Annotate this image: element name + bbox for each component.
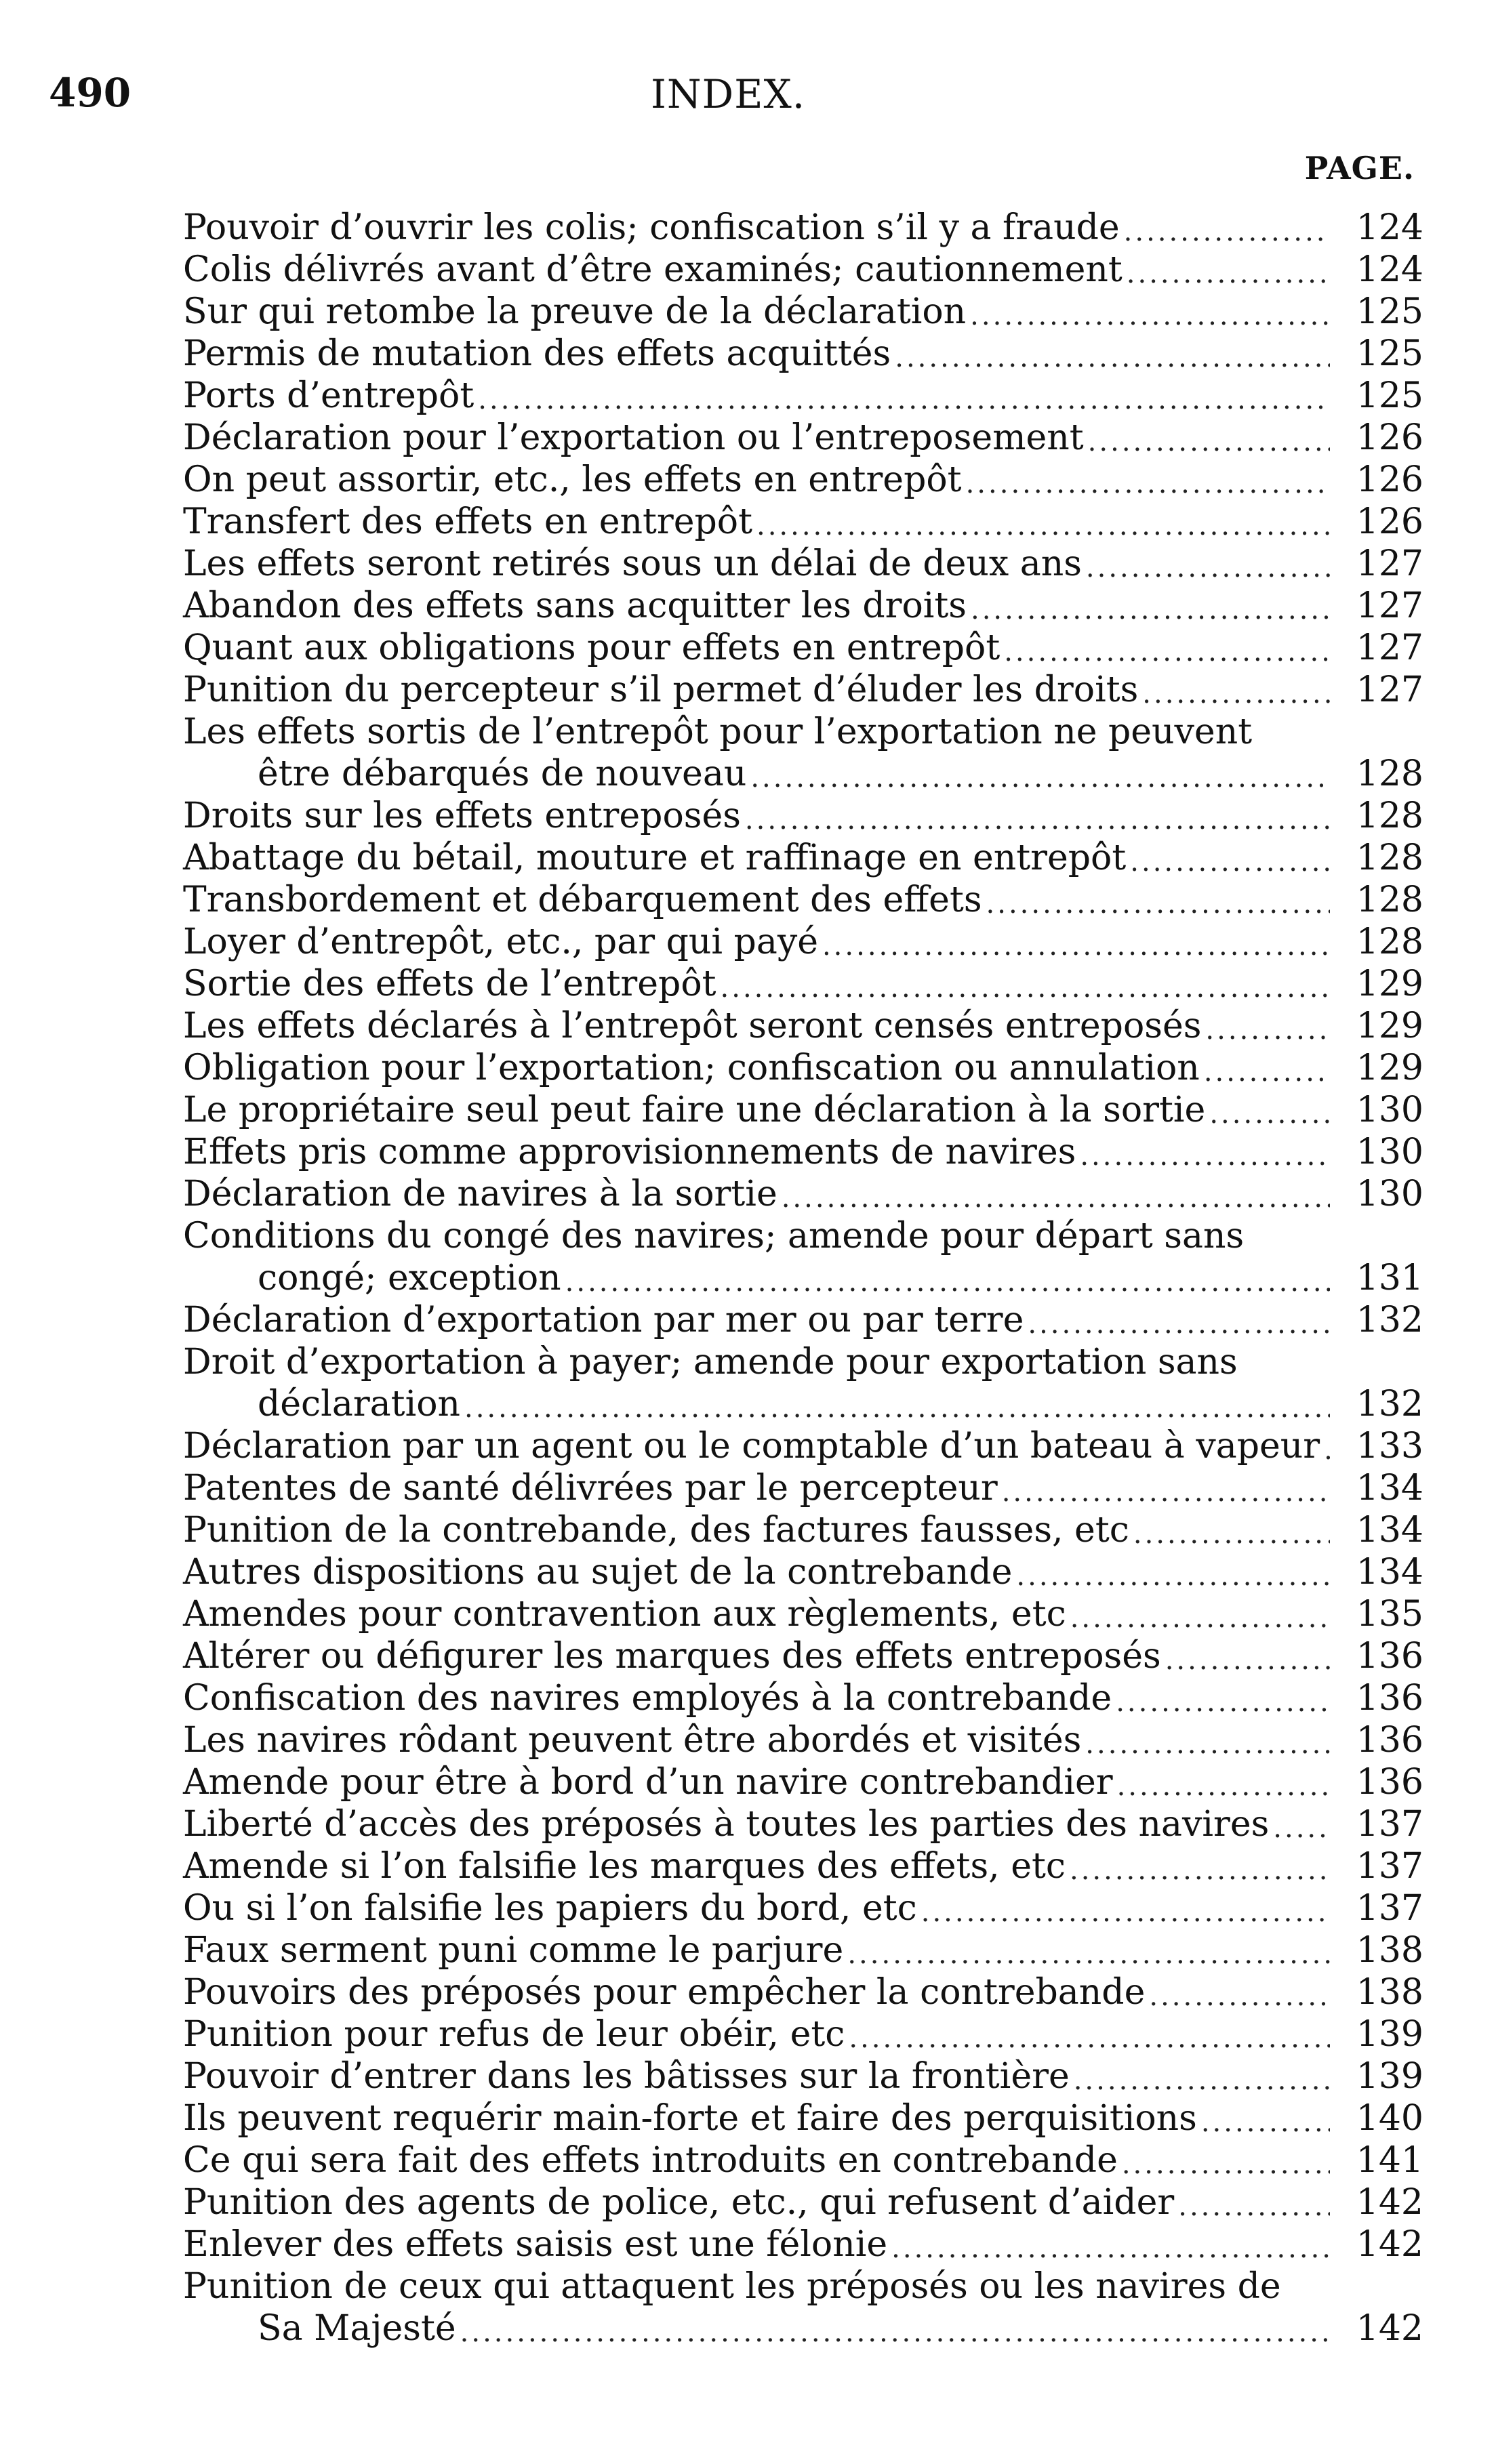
index-entry [183, 963, 1423, 1005]
index-entry [183, 1761, 1423, 1803]
leader-dots [966, 467, 1330, 501]
index-entry-text: Loyer d’entrepôt, etc., par qui payé [183, 922, 818, 962]
leader-dots [1016, 1559, 1330, 1593]
index-entry-page: 137 [1356, 1846, 1423, 1887]
leader-dots [847, 1937, 1330, 1971]
index-entry [183, 2139, 1423, 2181]
index-entry-continuation-line [183, 1383, 1423, 1425]
index-entry [183, 1005, 1423, 1047]
index-entry [183, 1467, 1423, 1509]
index-entry-page: 137 [1356, 1804, 1423, 1845]
index-entry [183, 2265, 1423, 2349]
index-entry-page: 136 [1356, 1678, 1423, 1719]
index-entry-page: 137 [1356, 1888, 1423, 1929]
index-entry [183, 1173, 1423, 1215]
index-entry-continuation: congé; exception [258, 1258, 561, 1298]
index-entry-text: Les navires rôdant peuvent être abordés et visités [183, 1720, 1082, 1761]
index-entry [183, 921, 1423, 963]
leader-dots [721, 971, 1330, 1005]
index-entry-page: 128 [1356, 880, 1423, 920]
index-entry-text: Punition de ceux qui attaquent les préposés ou les navires de [183, 2266, 1281, 2307]
index-entry-page: 132 [1356, 1300, 1423, 1340]
index-entry [183, 249, 1423, 291]
index-entry-page: 136 [1356, 1720, 1423, 1761]
index-entry [183, 627, 1423, 669]
index-entry [183, 1047, 1423, 1089]
index-entry [183, 417, 1423, 459]
leader-dots [782, 1181, 1330, 1215]
leader-dots [1124, 215, 1330, 249]
index-entry-page: 134 [1356, 1552, 1423, 1593]
index-entry-continuation-line [183, 1257, 1423, 1299]
index-entry [183, 501, 1423, 543]
index-entry-continuation-line [183, 753, 1423, 795]
page-column-heading: PAGE. [1304, 150, 1415, 186]
index-entry [183, 1887, 1423, 1929]
index-entry-page: 140 [1356, 2098, 1423, 2139]
index-entry-page: 132 [1356, 1384, 1423, 1424]
index-entry-text: Transfert des effets en entrepôt [183, 501, 752, 542]
index-entry-text: Permis de mutation des effets acquittés [183, 333, 891, 374]
index-entry [183, 207, 1423, 249]
leader-dots [895, 341, 1330, 375]
leader-dots [745, 803, 1330, 837]
leader-dots [460, 2316, 1330, 2349]
leader-dots [1130, 845, 1330, 879]
index-entry [183, 2223, 1423, 2265]
index-entry-page: 142 [1356, 2182, 1423, 2223]
leader-dots [1004, 635, 1330, 669]
index-entry [183, 1089, 1423, 1131]
index-entry-page: 131 [1356, 1258, 1423, 1298]
index-entry [183, 1845, 1423, 1887]
index-entry-text: Pouvoirs des préposés pour empêcher la contrebande [183, 1972, 1146, 2013]
index-entry-text: Autres dispositions au sujet de la contrebande [183, 1552, 1013, 1593]
index-entry [183, 291, 1423, 333]
index-entry-text: Transbordement et débarquement des effets [183, 880, 982, 920]
leader-dots [1201, 2106, 1330, 2139]
index-entry [183, 1971, 1423, 2013]
leader-dots [1142, 677, 1330, 711]
leader-dots [849, 2021, 1330, 2055]
index-entry-page: 136 [1356, 1636, 1423, 1677]
index-entry-page: 126 [1356, 417, 1423, 458]
index-entry-text: Sortie des effets de l’entrepôt [183, 964, 716, 1004]
index-entry-page: 130 [1356, 1174, 1423, 1214]
index-entry-text: On peut assortir, etc., les effets en entrepôt [183, 459, 962, 500]
index-entry-text: Abandon des effets sans acquitter les droits [183, 586, 967, 626]
index-entry-page: 130 [1356, 1132, 1423, 1172]
index-entry-text: Déclaration de navires à la sortie [183, 1174, 777, 1214]
index-entry-page: 127 [1356, 628, 1423, 668]
index-entry-text: Amende si l’on falsifie les marques des effets, etc [183, 1846, 1066, 1887]
index-entry-text: Pouvoir d’ouvrir les colis; confiscation s’il y a fraude [183, 207, 1120, 248]
index-entry-page: 128 [1356, 754, 1423, 794]
index-entry-text: Punition pour refus de leur obéir, etc [183, 2014, 845, 2055]
index-entry-page: 139 [1356, 2014, 1423, 2055]
index-entry-page: 125 [1356, 375, 1423, 416]
index-entry-page: 129 [1356, 1048, 1423, 1088]
leader-dots [1127, 257, 1330, 291]
leader-dots [1149, 1979, 1330, 2013]
index-entry [183, 333, 1423, 375]
index-entry-text: Les effets sortis de l’entrepôt pour l’exportation ne peuvent [183, 712, 1253, 752]
index-entry-page: 138 [1356, 1930, 1423, 1971]
index-entry [183, 2181, 1423, 2223]
index-entry [183, 585, 1423, 627]
index-entry [183, 1131, 1423, 1173]
leader-dots [1086, 551, 1330, 585]
index-entry-page: 142 [1356, 2224, 1423, 2265]
index-entry-text: Ports d’entrepôt [183, 375, 474, 416]
leader-dots [565, 1265, 1330, 1299]
index-entry-text: Sur qui retombe la preuve de la déclaration [183, 291, 967, 332]
leader-dots [464, 1391, 1330, 1425]
index-entry-text: Pouvoir d’entrer dans les bâtisses sur la frontière [183, 2056, 1070, 2097]
index-entry-text: Obligation pour l’exportation; confiscation ou annulation [183, 1048, 1200, 1088]
index-entry-text: Déclaration pour l’exportation ou l’entreposement [183, 417, 1084, 458]
index-entry [183, 837, 1423, 879]
leader-dots [1205, 1013, 1330, 1047]
leader-dots [1070, 1601, 1330, 1635]
leader-dots [1324, 1433, 1330, 1467]
index-entry [183, 1341, 1423, 1425]
index-entry-page: 124 [1356, 249, 1423, 290]
index-entry-text: Faux serment puni comme le parjure [183, 1930, 844, 1971]
index-entry [183, 1929, 1423, 1971]
leader-dots [1178, 2190, 1330, 2223]
index-entry-text: Punition de la contrebande, des factures fausses, etc [183, 1510, 1129, 1551]
leader-dots [1204, 1055, 1330, 1089]
index-entry [183, 459, 1423, 501]
leader-dots [1117, 1769, 1330, 1803]
leader-dots [1116, 1685, 1330, 1719]
leader-dots [1002, 1475, 1330, 1509]
leader-dots [478, 383, 1330, 417]
index-entry-text: Punition des agents de police, etc., qui refusent d’aider [183, 2182, 1175, 2223]
index-entry-text: Altérer ou défigurer les marques des effets entreposés [183, 1636, 1161, 1677]
index-entry-text: Effets pris comme approvisionnements de navires [183, 1132, 1076, 1172]
leader-dots [1209, 1097, 1330, 1131]
index-entry [183, 2097, 1423, 2139]
leader-dots [1074, 2063, 1330, 2097]
leader-dots [1133, 1517, 1330, 1551]
index-entry [183, 1299, 1423, 1341]
index-entry-text: Quant aux obligations pour effets en entrepôt [183, 628, 1000, 668]
leader-dots [1085, 1727, 1330, 1761]
leader-dots [1070, 1853, 1330, 1887]
index-entries-list [183, 207, 1423, 2349]
leader-dots [1028, 1307, 1330, 1341]
index-entry [183, 711, 1423, 795]
index-entry-text: Les effets seront retirés sous un délai de deux ans [183, 543, 1082, 584]
index-entry-page: 135 [1356, 1594, 1423, 1635]
index-entry [183, 1593, 1423, 1635]
index-entry [183, 669, 1423, 711]
index-entry-text: Les effets déclarés à l’entrepôt seront censés entreposés [183, 1006, 1202, 1046]
index-entry-text: Ou si l’on falsifie les papiers du bord, etc [183, 1888, 917, 1929]
index-entry-page: 126 [1356, 501, 1423, 542]
index-entry-page: 125 [1356, 291, 1423, 332]
index-entry-continuation-line [183, 2307, 1423, 2349]
index-entry [183, 375, 1423, 417]
index-entry-page: 128 [1356, 796, 1423, 836]
leader-dots [1165, 1643, 1330, 1677]
index-entry-text: Liberté d’accès des préposés à toutes les parties des navires [183, 1804, 1270, 1845]
index-entry [183, 1425, 1423, 1467]
index-entry-page: 128 [1356, 922, 1423, 962]
index-entry-continuation: Sa Majesté [258, 2308, 456, 2349]
leader-dots [971, 593, 1330, 627]
index-entry-page: 127 [1356, 670, 1423, 710]
index-entry-text: Abattage du bétail, mouture et raffinage en entrepôt [183, 838, 1127, 878]
leader-dots [921, 1895, 1330, 1929]
index-entry-page: 129 [1356, 1006, 1423, 1046]
index-entry-page: 134 [1356, 1510, 1423, 1551]
index-entry-page: 141 [1356, 2140, 1423, 2181]
index-entry-text: Punition du percepteur s’il permet d’éluder les droits [183, 670, 1139, 710]
index-entry-page: 127 [1356, 543, 1423, 584]
leader-dots [986, 887, 1330, 921]
index-entry [183, 2013, 1423, 2055]
leader-dots [1122, 2148, 1330, 2181]
index-entry-text: Conditions du congé des navires; amende pour départ sans [183, 1216, 1245, 1256]
index-entry [183, 1803, 1423, 1845]
index-entry-text: Confiscation des navires employés à la contrebande [183, 1678, 1112, 1719]
index-entry-text: Ce qui sera fait des effets introduits en contrebande [183, 2140, 1118, 2181]
index-entry-text: Droits sur les effets entreposés [183, 796, 741, 836]
leader-dots [750, 761, 1330, 795]
index-entry-page: 127 [1356, 586, 1423, 626]
index-entry [183, 1677, 1423, 1719]
leader-dots [1273, 1811, 1330, 1845]
index-entry-continuation: être débarqués de nouveau [258, 754, 747, 794]
leader-dots [1080, 1139, 1330, 1173]
index-entry [183, 543, 1423, 585]
page-number: 490 [49, 70, 132, 116]
leader-dots [756, 509, 1330, 543]
index-entry [183, 1635, 1423, 1677]
index-entry [183, 795, 1423, 837]
index-entry-page: 134 [1356, 1468, 1423, 1508]
index-entry [183, 1719, 1423, 1761]
leader-dots [891, 2232, 1330, 2265]
leader-dots [1088, 425, 1330, 459]
index-entry-page: 126 [1356, 459, 1423, 500]
index-entry-text: Enlever des effets saisis est une félonie [183, 2224, 888, 2265]
index-entry-page: 136 [1356, 1762, 1423, 1803]
leader-dots [822, 929, 1330, 963]
index-entry-page: 129 [1356, 964, 1423, 1004]
index-entry-page: 133 [1356, 1426, 1423, 1466]
index-entry-text: Amende pour être à bord d’un navire contrebandier [183, 1762, 1113, 1803]
index-entry-page: 138 [1356, 1972, 1423, 2013]
index-entry-page: 130 [1356, 1090, 1423, 1130]
index-entry-page: 139 [1356, 2056, 1423, 2097]
leader-dots [970, 299, 1330, 333]
index-entry-page: 124 [1356, 207, 1423, 248]
index-entry-text: Le propriétaire seul peut faire une déclaration à la sortie [183, 1090, 1206, 1130]
index-entry-text: Amendes pour contravention aux règlements, etc [183, 1594, 1066, 1635]
index-entry-page: 142 [1356, 2308, 1423, 2349]
index-entry [183, 1215, 1423, 1299]
index-entry [183, 1509, 1423, 1551]
running-title: INDEX. [651, 71, 806, 117]
index-entry-text: Déclaration par un agent ou le comptable d’un bateau à vapeur [183, 1426, 1320, 1466]
index-entry [183, 2055, 1423, 2097]
index-entry-text: Déclaration d’exportation par mer ou par terre [183, 1300, 1024, 1340]
index-entry-page: 128 [1356, 838, 1423, 878]
index-entry-continuation: déclaration [258, 1384, 460, 1424]
index-entry-text: Ils peuvent requérir main-forte et faire des perquisitions [183, 2098, 1197, 2139]
index-entry-text: Droit d’exportation à payer; amende pour exportation sans [183, 1342, 1238, 1382]
index-entry [183, 879, 1423, 921]
index-entry-text: Patentes de santé délivrées par le percepteur [183, 1468, 998, 1508]
index-entry-page: 125 [1356, 333, 1423, 374]
index-entry [183, 1551, 1423, 1593]
index-entry-text: Colis délivrés avant d’être examinés; cautionnement [183, 249, 1123, 290]
